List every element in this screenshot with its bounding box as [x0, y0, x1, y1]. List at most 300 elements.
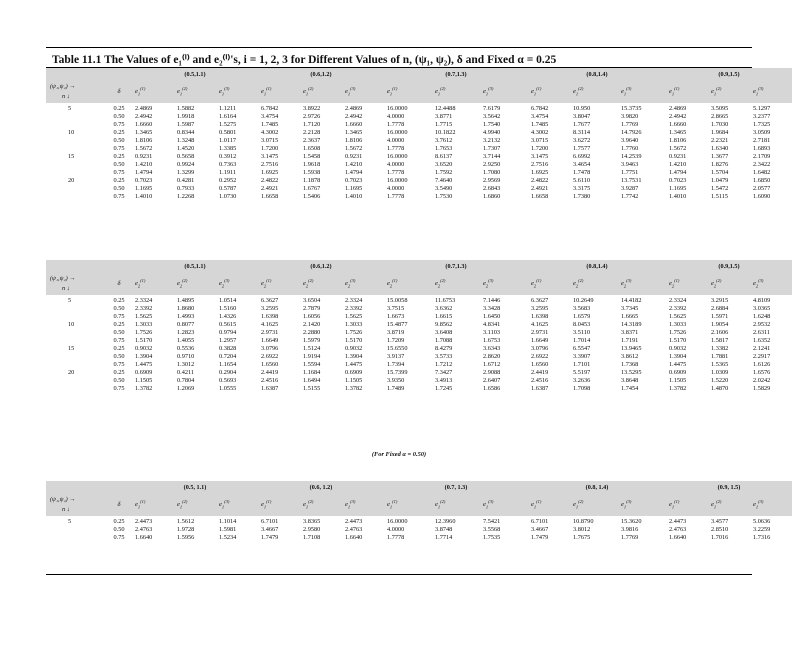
- value-cell: 1.6649: [261, 337, 279, 344]
- value-cell: 2.9580: [303, 526, 321, 533]
- column-header-e1-1: $e_1^{(1)}$: [666, 81, 708, 103]
- column-header-e2-3: $e_2^{(3)}$: [750, 273, 792, 295]
- value-cell: 2.9731: [261, 329, 279, 336]
- value-cell: 1.5160: [219, 305, 237, 312]
- value-cell: 1.7675: [573, 534, 591, 541]
- value-cell: 0.7023: [669, 177, 687, 184]
- value-cell: 1.5220: [711, 377, 729, 384]
- value-cell: 1.6482: [753, 169, 771, 176]
- value-cell: 6.7842: [261, 105, 279, 112]
- n-label: n ↓: [62, 506, 70, 513]
- value-cell: 3.2259: [753, 526, 771, 533]
- value-cell: 1.6164: [219, 113, 237, 120]
- value-cell: 1.6658: [531, 193, 549, 200]
- value-cell: 1.3465: [135, 129, 153, 136]
- delta-header: δ: [106, 81, 132, 103]
- n-cell: [46, 385, 106, 393]
- value-cell: 1.7715: [435, 121, 453, 128]
- value-cell: 1.5155: [303, 385, 321, 392]
- value-cell: 1.8276: [711, 161, 729, 168]
- value-cell: 1.7030: [711, 121, 729, 128]
- n-cell: [46, 169, 106, 177]
- value-cell: 3.5568: [483, 526, 501, 533]
- value-cell: 1.1211: [219, 105, 237, 112]
- value-cell: 2.7879: [303, 305, 321, 312]
- delta-cell: 0.25: [113, 177, 125, 184]
- value-cell: 8.3114: [573, 129, 591, 136]
- value-cell: 2.4473: [669, 518, 687, 525]
- value-cell: 1.6753: [483, 337, 501, 344]
- table-row: [46, 129, 792, 137]
- value-cell: 6.7101: [531, 518, 549, 525]
- value-cell: 3.6520: [435, 161, 453, 168]
- column-header-row: [46, 81, 792, 103]
- group-header-cell: (0.7,1.3): [384, 260, 528, 273]
- value-cell: 1.1505: [345, 377, 363, 384]
- value-cell: 2.1606: [711, 329, 729, 336]
- value-cell: 1.5971: [711, 313, 729, 320]
- value-cell: 1.3385: [219, 145, 237, 152]
- value-cell: 16.0000: [387, 518, 408, 525]
- value-cell: 1.6673: [387, 313, 405, 320]
- column-header-e1-3: $e_1^{(3)}$: [618, 494, 666, 516]
- value-cell: 1.6640: [345, 534, 363, 541]
- value-cell: 1.6649: [531, 337, 549, 344]
- value-cell: 16.0000: [387, 105, 408, 112]
- value-cell: 1.3382: [711, 345, 729, 352]
- column-header-e1-1: $e_1^{(1)}$: [258, 81, 300, 103]
- value-cell: 1.9684: [711, 129, 729, 136]
- value-cell: 1.3904: [135, 353, 153, 360]
- value-cell: 13.9465: [621, 345, 642, 352]
- value-cell: 12.4488: [435, 105, 456, 112]
- value-cell: 1.5594: [303, 361, 321, 368]
- value-cell: 1.0479: [711, 177, 729, 184]
- table-row: [46, 193, 792, 201]
- value-cell: 1.6850: [753, 177, 771, 184]
- value-cell: 3.5095: [711, 105, 729, 112]
- column-header-e1-3: $e_1^{(3)}$: [216, 494, 258, 516]
- value-cell: 6.7842: [531, 105, 549, 112]
- row-header-label: [46, 81, 106, 103]
- value-cell: 2.4763: [669, 526, 687, 533]
- value-cell: 2.4869: [135, 105, 153, 112]
- group-header-blank: [46, 481, 132, 494]
- value-cell: 0.7204: [219, 353, 237, 360]
- value-cell: 7.5421: [483, 518, 501, 525]
- column-header-e1-1: $e_1^{(1)}$: [132, 81, 174, 103]
- delta-cell: 0.75: [113, 121, 125, 128]
- value-cell: 1.5625: [669, 313, 687, 320]
- value-cell: 0.9032: [345, 345, 363, 352]
- value-cell: 1.5882: [177, 105, 195, 112]
- value-cell: 1.5625: [135, 313, 153, 320]
- value-cell: 1.1911: [219, 169, 237, 176]
- n-label: n ↓: [62, 285, 70, 292]
- value-cell: 2.3392: [345, 305, 363, 312]
- table-row: [46, 337, 792, 345]
- value-cell: 2.4869: [669, 105, 687, 112]
- value-cell: 0.5615: [219, 321, 237, 328]
- value-cell: 1.7209: [387, 337, 405, 344]
- table-row: [46, 297, 792, 305]
- value-cell: 1.3904: [345, 353, 363, 360]
- column-header-e1-3: $e_1^{(3)}$: [342, 81, 384, 103]
- column-header-e1-3: $e_1^{(3)}$: [750, 494, 792, 516]
- value-cell: 1.2957: [219, 337, 237, 344]
- value-cell: 3.8771: [435, 113, 453, 120]
- value-cell: 2.4822: [531, 177, 549, 184]
- value-cell: 0.9231: [135, 153, 153, 160]
- value-cell: 1.5170: [345, 337, 363, 344]
- n-cell: [46, 145, 106, 153]
- table-block-e1-alpha-050: [46, 481, 792, 542]
- value-cell: 1.4010: [135, 193, 153, 200]
- column-header-e1-1: $e_1^{(1)}$: [666, 494, 708, 516]
- delta-cell: 0.50: [113, 113, 125, 120]
- value-cell: 2.4942: [345, 113, 363, 120]
- column-header-e1-3: $e_1^{(3)}$: [618, 81, 666, 103]
- value-cell: 2.4942: [669, 113, 687, 120]
- value-cell: 1.7485: [531, 121, 549, 128]
- value-cell: 1.6056: [303, 313, 321, 320]
- value-cell: 3.7515: [387, 305, 405, 312]
- value-cell: 2.6922: [261, 353, 279, 360]
- column-header-e2-1: $e_2^{(1)}$: [528, 273, 570, 295]
- n-cell: [46, 137, 106, 145]
- value-cell: 1.3299: [177, 169, 195, 176]
- group-header-cell: (0.8,1.4): [528, 260, 666, 273]
- value-cell: 4.8341: [483, 321, 501, 328]
- column-header-e2-3: $e_2^{(3)}$: [342, 273, 384, 295]
- table-row: [46, 153, 792, 161]
- value-cell: 1.9728: [177, 526, 195, 533]
- value-cell: 1.7535: [483, 534, 501, 541]
- value-cell: 2.8510: [711, 526, 729, 533]
- value-cell: 4.0000: [387, 185, 405, 192]
- value-cell: 1.7307: [483, 145, 501, 152]
- column-header-e1-1: $e_1^{(1)}$: [384, 81, 432, 103]
- value-cell: 1.5987: [177, 121, 195, 128]
- value-cell: 0.9231: [345, 153, 363, 160]
- delta-cell: 0.25: [113, 345, 125, 352]
- value-cell: 1.7080: [483, 169, 501, 176]
- value-cell: 1.7677: [573, 121, 591, 128]
- value-cell: 3.9640: [621, 137, 639, 144]
- delta-cell: 0.25: [113, 369, 125, 376]
- value-cell: 1.6387: [261, 385, 279, 392]
- value-cell: 1.5170: [669, 337, 687, 344]
- top-rule: [46, 47, 752, 48]
- value-cell: 3.3907: [573, 353, 591, 360]
- value-cell: 1.0555: [219, 385, 237, 392]
- column-header-e1-2: $e_1^{(2)}$: [708, 81, 750, 103]
- table-row: [46, 353, 792, 361]
- value-cell: 2.1241: [753, 345, 771, 352]
- delta-cell: 0.25: [113, 518, 125, 525]
- value-cell: 1.5170: [135, 337, 153, 344]
- value-cell: 1.7778: [387, 193, 405, 200]
- value-cell: 1.6660: [669, 121, 687, 128]
- value-cell: 0.9231: [669, 153, 687, 160]
- delta-cell: 0.50: [113, 329, 125, 336]
- value-cell: 1.7751: [621, 169, 639, 176]
- value-cell: 3.8719: [387, 329, 405, 336]
- value-cell: 1.6126: [753, 361, 771, 368]
- psi-pair-label: (ψ₁,ψ₂) →: [50, 83, 76, 90]
- column-header-e2-3: $e_2^{(3)}$: [618, 273, 666, 295]
- value-cell: 1.6640: [669, 534, 687, 541]
- delta-cell: 0.75: [113, 313, 125, 320]
- value-cell: 3.0796: [261, 345, 279, 352]
- value-cell: 14.2539: [621, 153, 642, 160]
- value-cell: 1.7540: [483, 121, 501, 128]
- value-cell: 1.5234: [219, 534, 237, 541]
- value-cell: 15.7399: [387, 369, 408, 376]
- value-cell: 2.4516: [531, 377, 549, 384]
- delta-cell: 0.25: [113, 129, 125, 136]
- value-cell: 1.6712: [483, 361, 501, 368]
- value-cell: 2.0242: [753, 377, 771, 384]
- value-cell: 2.3392: [135, 305, 153, 312]
- fixed-alpha-label: (For Fixed α = 0.50): [371, 451, 427, 458]
- value-cell: 1.3904: [669, 353, 687, 360]
- column-header-row: [46, 494, 792, 516]
- n-cell: 10: [68, 129, 75, 136]
- value-cell: 1.7760: [621, 145, 639, 152]
- delta-cell: 0.75: [113, 534, 125, 541]
- n-cell: 5: [68, 297, 72, 304]
- value-cell: 2.3422: [753, 161, 771, 168]
- table-row: [46, 377, 792, 385]
- value-cell: 2.9726: [303, 113, 321, 120]
- group-header-cell: (0.7, 1.3): [384, 481, 528, 494]
- column-header-e1-1: $e_1^{(1)}$: [384, 494, 432, 516]
- row-header-label: [46, 494, 106, 516]
- value-cell: 5.6110: [573, 177, 591, 184]
- value-cell: 10.1822: [435, 129, 456, 136]
- value-cell: 3.4577: [711, 518, 729, 525]
- value-cell: 1.1014: [219, 518, 237, 525]
- value-cell: 1.7478: [573, 169, 591, 176]
- value-cell: 3.8365: [303, 518, 321, 525]
- value-cell: 10.950: [573, 105, 591, 112]
- table-row: [46, 329, 792, 337]
- n-cell: 5: [68, 518, 72, 525]
- value-cell: 2.8665: [711, 113, 729, 120]
- value-cell: 1.3677: [711, 153, 729, 160]
- value-cell: 13.7531: [621, 177, 642, 184]
- value-cell: 1.2069: [177, 385, 195, 392]
- group-header-blank: [46, 68, 132, 81]
- column-header-e2-1: $e_2^{(1)}$: [258, 273, 300, 295]
- delta-cell: 0.50: [113, 305, 125, 312]
- value-cell: 1.7778: [387, 121, 405, 128]
- value-cell: 0.6909: [135, 369, 153, 376]
- n-cell: [46, 305, 106, 313]
- value-cell: 1.6660: [345, 121, 363, 128]
- value-cell: 2.7516: [531, 161, 549, 168]
- value-cell: 1.7530: [435, 193, 453, 200]
- value-cell: 1.3248: [177, 137, 195, 144]
- value-cell: 1.6494: [303, 377, 321, 384]
- value-cell: 3.3175: [573, 185, 591, 192]
- value-cell: 3.4754: [261, 113, 279, 120]
- value-cell: 1.7489: [387, 385, 405, 392]
- value-cell: 1.7200: [531, 145, 549, 152]
- value-cell: 2.4473: [345, 518, 363, 525]
- value-cell: 1.7316: [753, 534, 771, 541]
- value-cell: 3.8371: [621, 329, 639, 336]
- value-cell: 1.6860: [483, 193, 501, 200]
- value-cell: 2.0577: [753, 185, 771, 192]
- value-cell: 3.7144: [483, 153, 501, 160]
- n-cell: [46, 526, 106, 534]
- value-cell: 1.5472: [711, 185, 729, 192]
- value-cell: 1.2268: [177, 193, 195, 200]
- value-cell: 1.4010: [669, 193, 687, 200]
- value-cell: 16.0000: [387, 129, 408, 136]
- delta-cell: 0.50: [113, 185, 125, 192]
- delta-cell: 0.75: [113, 193, 125, 200]
- value-cell: 1.7016: [711, 534, 729, 541]
- column-header-e2-2: $e_2^{(2)}$: [708, 273, 750, 295]
- value-cell: 1.7014: [573, 337, 591, 344]
- value-cell: 10.2649: [573, 297, 594, 304]
- value-cell: 3.5490: [435, 185, 453, 192]
- value-cell: 3.9350: [387, 377, 405, 384]
- group-header-cell: (0.5,1.1): [132, 68, 258, 81]
- value-cell: 1.7778: [387, 145, 405, 152]
- value-cell: 10.8790: [573, 518, 594, 525]
- value-cell: 1.7526: [669, 329, 687, 336]
- value-cell: 15.6550: [387, 345, 408, 352]
- value-cell: 2.4869: [345, 105, 363, 112]
- value-cell: 1.7742: [621, 193, 639, 200]
- value-cell: 1.1695: [135, 185, 153, 192]
- value-cell: 1.7778: [387, 534, 405, 541]
- value-cell: 1.6665: [621, 313, 639, 320]
- value-cell: 1.5275: [219, 121, 237, 128]
- value-cell: 2.1420: [303, 321, 321, 328]
- table-row: [46, 345, 792, 353]
- value-cell: 15.4877: [387, 321, 408, 328]
- value-cell: 2.4419: [531, 369, 549, 376]
- value-cell: 3.7345: [621, 305, 639, 312]
- table-caption: Table 11.1 The Values of e₁⁽ⁱ⁾ and e₂⁽ⁱ⁾'s, i = 1, 2, 3 for Different Values of n, (ψ₁, ψ₂), δ and Fixed α = 0.25: [52, 54, 557, 66]
- value-cell: 3.3428: [483, 305, 501, 312]
- value-cell: 12.3960: [435, 518, 456, 525]
- value-cell: 1.4475: [345, 361, 363, 368]
- column-header-e2-2: $e_2^{(2)}$: [570, 273, 618, 295]
- column-header-e1-2: $e_1^{(2)}$: [570, 81, 618, 103]
- value-cell: 3.0365: [753, 305, 771, 312]
- table-row: [46, 145, 792, 153]
- value-cell: 2.9731: [531, 329, 549, 336]
- group-header-cell: (0.6, 1.2): [258, 481, 384, 494]
- value-cell: 3.0715: [531, 137, 549, 144]
- value-cell: 15.0058: [387, 297, 408, 304]
- value-cell: 0.5693: [219, 377, 237, 384]
- value-cell: 3.7612: [435, 137, 453, 144]
- value-cell: 1.6615: [435, 313, 453, 320]
- value-cell: 1.6340: [711, 145, 729, 152]
- value-cell: 1.1695: [669, 185, 687, 192]
- value-cell: 1.7778: [387, 169, 405, 176]
- n-cell: 15: [68, 153, 75, 160]
- value-cell: 2.9250: [483, 161, 501, 168]
- column-header-e2-1: $e_2^{(1)}$: [132, 273, 174, 295]
- value-cell: 1.4326: [219, 313, 237, 320]
- n-cell: [46, 113, 106, 121]
- n-cell: [46, 185, 106, 193]
- value-cell: 1.4895: [177, 297, 195, 304]
- n-cell: [46, 121, 106, 129]
- n-cell: [46, 353, 106, 361]
- value-cell: 3.2595: [531, 305, 549, 312]
- value-cell: 2.6311: [753, 329, 771, 336]
- value-cell: 1.0514: [219, 297, 237, 304]
- value-cell: 14.4182: [621, 297, 642, 304]
- value-cell: 3.5683: [573, 305, 591, 312]
- column-header-e1-2: $e_1^{(2)}$: [708, 494, 750, 516]
- value-cell: 2.4921: [531, 185, 549, 192]
- value-cell: 2.9532: [753, 321, 771, 328]
- value-cell: 1.4475: [135, 361, 153, 368]
- value-cell: 14.3189: [621, 321, 642, 328]
- value-cell: 1.5124: [303, 345, 321, 352]
- column-header-e1-1: $e_1^{(1)}$: [528, 494, 570, 516]
- value-cell: 1.5458: [303, 153, 321, 160]
- value-cell: 1.6640: [135, 534, 153, 541]
- group-header-cell: (0.6,1.2): [258, 68, 384, 81]
- value-cell: 3.4913: [435, 377, 453, 384]
- value-cell: 8.6137: [435, 153, 453, 160]
- column-header-e2-3: $e_2^{(3)}$: [480, 273, 528, 295]
- value-cell: 3.1475: [261, 153, 279, 160]
- value-cell: 4.0000: [387, 161, 405, 168]
- value-cell: 2.3324: [345, 297, 363, 304]
- delta-cell: 0.50: [113, 353, 125, 360]
- table-row: [46, 385, 792, 393]
- value-cell: 4.1625: [531, 321, 549, 328]
- value-cell: 1.7120: [303, 121, 321, 128]
- value-cell: 1.6925: [261, 169, 279, 176]
- group-header-row: [46, 68, 792, 81]
- column-header-e2-1: $e_2^{(1)}$: [384, 273, 432, 295]
- value-cell: 2.3637: [303, 137, 321, 144]
- value-cell: 0.7804: [177, 377, 195, 384]
- value-cell: 1.5979: [303, 337, 321, 344]
- delta-cell: 0.75: [113, 337, 125, 344]
- value-cell: 1.8680: [177, 305, 195, 312]
- value-cell: 1.3782: [345, 385, 363, 392]
- value-cell: 1.3012: [177, 361, 195, 368]
- value-cell: 1.7769: [621, 121, 639, 128]
- group-header-cell: (0.9,1.5): [666, 68, 792, 81]
- value-cell: 3.0509: [753, 129, 771, 136]
- group-header-row: [46, 260, 792, 273]
- table-row: [46, 121, 792, 129]
- value-cell: 2.9088: [483, 369, 501, 376]
- value-cell: 1.4210: [669, 161, 687, 168]
- value-cell: 1.4794: [669, 169, 687, 176]
- delta-header: δ: [106, 273, 132, 295]
- group-header-cell: (0.8,1.4): [528, 68, 666, 81]
- delta-header: δ: [106, 494, 132, 516]
- value-cell: 4.9940: [483, 129, 501, 136]
- value-cell: 1.1505: [669, 377, 687, 384]
